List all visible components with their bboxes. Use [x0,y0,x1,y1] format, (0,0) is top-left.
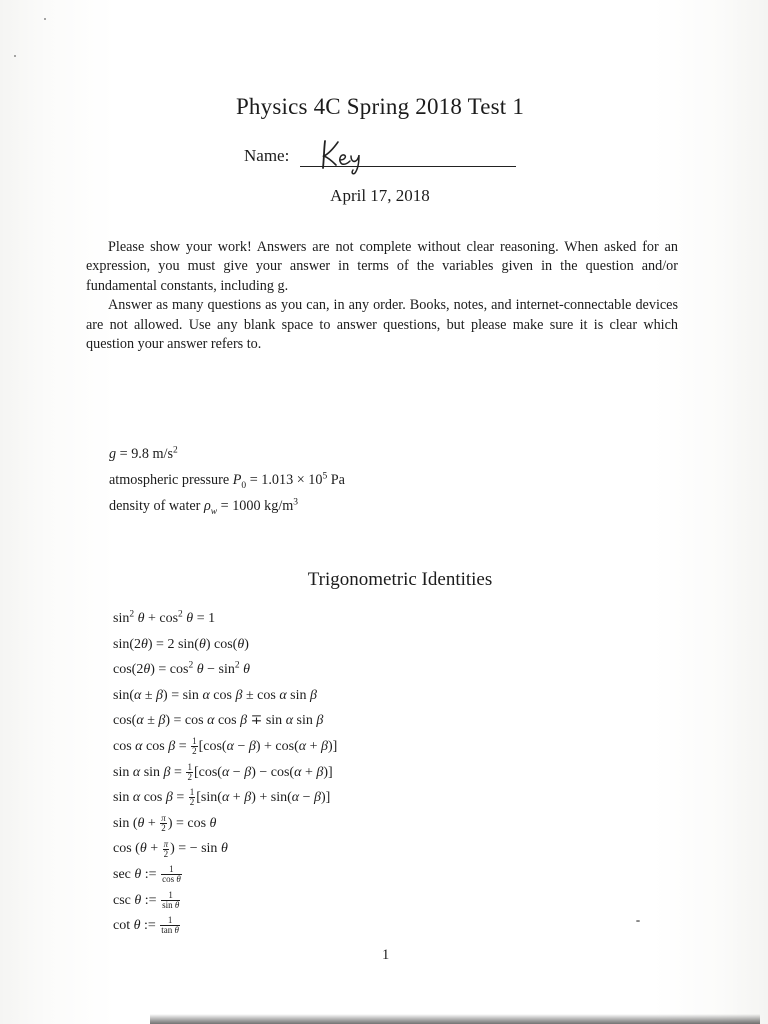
page-title: Physics 4C Spring 2018 Test 1 [235,94,525,119]
name-label: Name: [244,146,290,165]
identity-cos-shift: cos (θ + $\frac{\pi}{2}$ ) = − sin θ [113,838,228,859]
identity-csc: csc θ := $\frac{1}{\text{sin θ}}$ [113,889,180,910]
identity-cos-product: cos α cos β = $\frac{1}{2}$ [cos(α − β) + cos(α + β)] [113,736,338,757]
identity-sin-cos-product: sin α cos β = $\frac{1}{2}$ [sin(α + β) + sin(α − β)] [113,787,331,808]
scan-speck [44,18,46,20]
identity-sec: sec θ := $\frac{1}{\text{cos θ}}$ [113,864,181,885]
page-number: 1 [382,947,390,963]
identity-pythagorean: $\sin^2 \theta + \cos^2 \theta = 1$ [113,609,216,626]
scan-speck [14,55,16,57]
instructions-paragraph-1: Please show your work! Answers are not complete without clear reasoning. When asked for an expression, you must give your answer in terms of the variables given in the question and/or fundamental constants, including g. [86,239,678,294]
identity-sin-sum: sin(α ± β) = sin α cos β ± cos α sin β [113,687,317,703]
identity-double-angle-cos: $\cos(2\theta) = \cos^2 \theta - \sin^2 \theta$ [113,660,250,678]
section-title: Trigonometric Identities [307,569,493,590]
scan-speck [636,920,640,922]
identity-double-angle-sin: sin(2θ) = 2 sin(θ) cos(θ) [113,636,249,652]
constant-atmospheric-pressure: atmospheric pressure $P_0 = 1.013 \times 10^5$ Pa [109,471,345,491]
identity-sin-product: sin α sin β = $\frac{1}{2}$ [cos(α − β) − cos(α + β)] [113,761,333,782]
constants-list [109,441,345,519]
identity-cos-sum: cos(α ± β) = cos α cos β ∓ sin α sin β [113,713,324,729]
identities-list [113,606,337,939]
instructions-block [86,238,678,354]
constant-density-water: density of water $\rho_w = 1000$ $kg/m^3$ [109,497,299,517]
scan-edge-shadow [150,1014,760,1024]
identity-sin-shift: sin (θ + $\frac{\pi}{2}$ ) = cos θ [113,813,217,834]
exam-date: April 17, 2018 [330,186,430,205]
constant-g: g = 9.8 $m/s^2$ [109,445,178,462]
identity-cot: cot θ := $\frac{1}{\text{tan θ}}$ [113,915,179,936]
instructions-paragraph-2: Answer as many questions as you can, in any order. Books, notes, and internet-connectable devices are not allowed. Use any blank space to answer questions, but please make sure it is clear which question your answer refers to. [86,297,678,353]
handwritten-name-signature [318,132,378,176]
